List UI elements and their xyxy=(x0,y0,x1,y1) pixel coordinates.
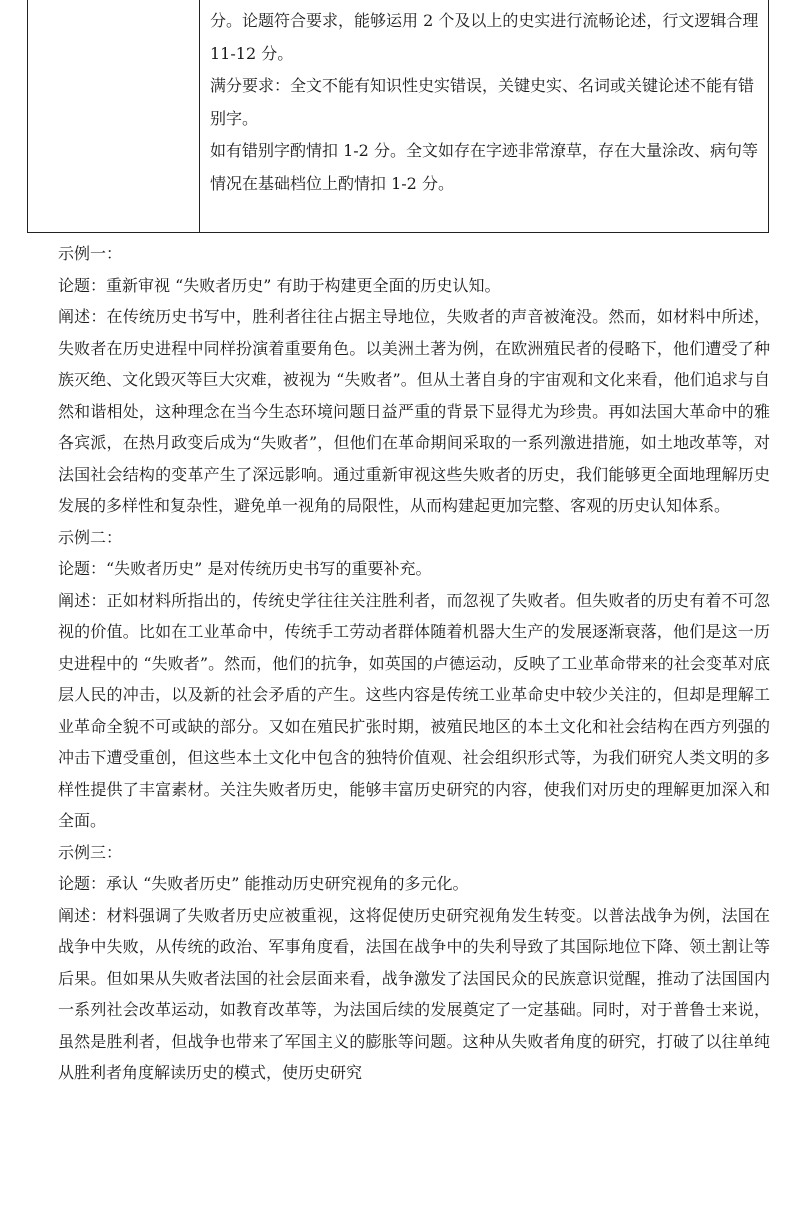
criteria-line: 如有错别字酌情扣 1-2 分。全文如存在字迹非常潦草，存在大量涂改、病句等情况在基础档位上酌情扣 1-2 分。 xyxy=(210,141,758,193)
example-heading: 示例二： xyxy=(58,527,123,547)
example-heading: 示例三： xyxy=(58,842,123,862)
criteria-line: 分。论题符合要求，能够运用 2 个及以上的史实进行流畅论述，行文逻辑合理 11-12 分。 xyxy=(210,11,759,63)
table-column-divider xyxy=(199,0,200,232)
example-argument: 阐述：材料强调了失败者历史应被重视，这将促使历史研究视角发生转变。以普法战争为例，法国在战争中失败，从传统的政治、军事角度看，法国在战争中的失利导致了其国际地位下降、领土割让等后果。但如果从失败者法国的社会层面来看，战争激发了法国民众的民族意识觉醒，推动了法国国内一系列社会改革运动，如教育改革等，为法国后续的发展奠定了一定基础。同时，对于普鲁士来说，虽然是胜利者，但战争也带来了军国主义的膨胀等问题。这种从失败者角度的研究，打破了以往单纯从胜利者角度解读历史的模式，使历史研究 xyxy=(58,905,770,1082)
example-thesis: 论题：重新审视 “失败者历史” 有助于构建更全面的历史认知。 xyxy=(58,275,501,295)
example-argument: 阐述：在传统历史书写中，胜利者往往占据主导地位，失败者的声音被淹没。然而，如材料中所述，失败者在历史进程中同样扮演着重要角色。以美洲土著为例，在欧洲殖民者的侵略下，他们遭受了种族灭绝、文化毁灭等巨大灾难，被视为 “失败者”。但从土著自身的宇宙观和文化来看，他们追求与自然和谐相处，这种理念在当今生态环境问题日益严重的背景下显得尤为珍贵。再如法国大革命中的雅各宾派，在热月政变后成为“失败者”，但他们在革命期间采取的一系列激进措施，如土地改革等，对法国社会结构的变革产生了深远影响。通过重新审视这些失败者的历史，我们能够更全面地理解历史发展的多样性和复杂性，避免单一视角的局限性，从而构建起更加完整、客观的历史认知体系。 xyxy=(58,307,770,515)
criteria-line: 满分要求：全文不能有知识性史实错误，关键史实、名词或关键论述不能有错别字。 xyxy=(210,76,755,128)
example-thesis: 论题：“失败者历史” 是对传统历史书写的重要补充。 xyxy=(58,559,432,578)
grading-table xyxy=(27,0,769,233)
grading-criteria-cell xyxy=(210,5,762,200)
example-argument: 阐述：正如材料所指出的，传统史学往往关注胜利者，而忽视了失败者。但失败者的历史有着不可忽视的价值。比如在工业革命中，传统手工劳动者群体随着机器大生产的发展逐渐衰落，他们是这一历史进程中的 “失败者”。然而，他们的抗争，如英国的卢德运动，反映了工业革命带来的社会变革对底层人民的冲击，以及新的社会矛盾的产生。这些内容是传统工业革命史中较少关注的，但却是理解工业革命全貌不可或缺的部分。又如在殖民扩张时期，被殖民地区的本土文化和社会结构在西方列强的冲击下遭受重创，但这些本土文化中包含的独特价值观、社会组织形式等，为我们研究人类文明的多样性提供了丰富素材。关注失败者历史，能够丰富历史研究的内容，使我们对历史的理解更加深入和全面。 xyxy=(58,590,770,830)
sample-essays xyxy=(58,238,770,1089)
example-thesis: 论题：承认 “失败者历史” 能推动历史研究视角的多元化。 xyxy=(58,874,469,893)
example-heading: 示例一： xyxy=(58,244,123,263)
